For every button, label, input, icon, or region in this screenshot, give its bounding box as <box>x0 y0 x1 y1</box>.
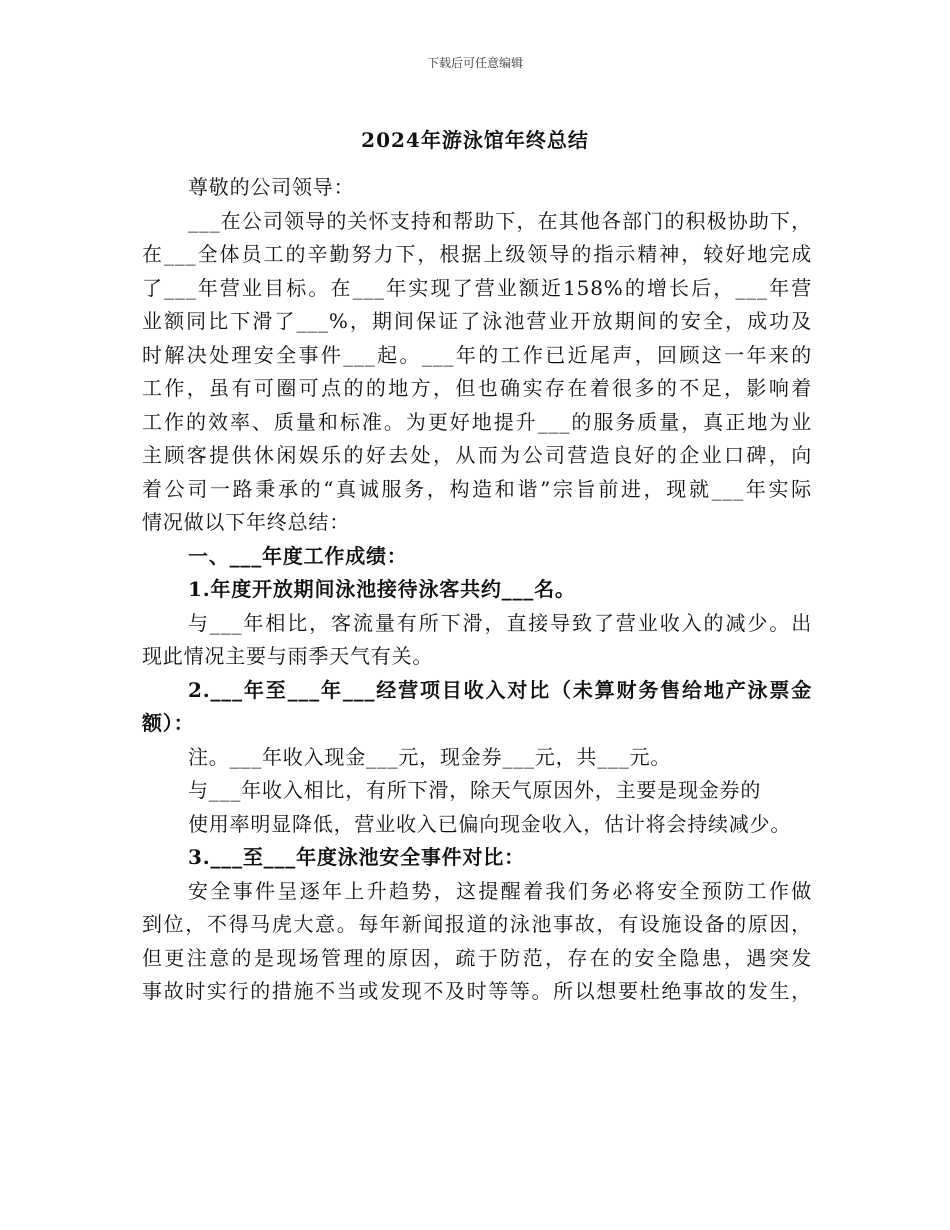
document-body <box>142 171 812 1009</box>
paragraph-line: ___在公司领导的关怀支持和帮助下，在其他各部门的积极协助下， <box>188 208 812 233</box>
paragraph-line: 工作，虽有可圈可点的的地方，但也确实存在着很多的不足，影响着 <box>142 376 812 400</box>
header-note: 下载后可任意编辑 <box>426 56 523 70</box>
subsection-heading: 1.年度开放期间泳池接待泳客共约___名。 <box>188 577 576 601</box>
paragraph-line: 但更注意的是现场管理的原因，疏于防范，存在的安全隐患，遇突发 <box>142 945 812 970</box>
paragraph-line: 业额同比下滑了___%，期间保证了泳池营业开放期间的安全，成功及 <box>142 309 812 333</box>
salutation-line: 尊敬的公司领导： <box>188 175 355 199</box>
paragraph-line: 与___年相比，客流量有所下滑，直接导致了营业收入的减少。出 <box>188 610 812 635</box>
paragraph-line: 现此情况主要与雨季天气有关。 <box>142 644 434 668</box>
paragraph-line: 安全事件呈逐年上升趋势，这提醒着我们务必将安全预防工作做 <box>188 878 812 903</box>
paragraph-line: 工作的效率、质量和标准。为更好地提升___的服务质量，真正地为业 <box>142 409 812 434</box>
subsection-heading: 额）： <box>142 711 195 735</box>
paragraph-line: 注。___年收入现金___元，现金券___元，共___元。 <box>188 744 672 769</box>
paragraph-line: 时解决处理安全事件___起。___年的工作已近尾声，回顾这一年来的 <box>142 342 812 367</box>
subsection-heading: 3.___至___年度泳池安全事件对比： <box>188 845 525 869</box>
paragraph-line: 到位，不得马虎大意。每年新闻报道的泳池事故，有设施设备的原因， <box>142 912 812 936</box>
paragraph-line: 情况做以下年终总结： <box>142 510 350 534</box>
paragraph-line: 事故时实行的措施不当或发现不及时等等。所以想要杜绝事故的发生， <box>142 979 812 1003</box>
paragraph-line: 使用率明显降低，营业收入已偏向现金收入，估计将会持续减少。 <box>188 811 792 836</box>
paragraph-line: 了___年营业目标。在___年实现了营业额近158%的增长后，___年营 <box>142 275 812 300</box>
paragraph-line: 主顾客提供休闲娱乐的好去处，从而为公司营造良好的企业口碑，向 <box>142 443 812 467</box>
subsection-heading: 2.___年至___年___经营项目收入对比（未算财务售给地产泳票金 <box>188 677 812 702</box>
paragraph-line: 着公司一路秉承的“真诚服务，构造和谐”宗旨前进，现就___年实际 <box>142 476 812 501</box>
section-heading: 一、___年度工作成绩： <box>188 543 408 568</box>
document-title: 2024年游泳馆年终总结 <box>361 128 589 152</box>
paragraph-line: 与___年收入相比，有所下滑，除天气原因外，主要是现金券的 <box>188 778 762 802</box>
paragraph-line: 在___全体员工的辛勤努力下，根据上级领导的指示精神，较好地完成 <box>142 242 812 266</box>
